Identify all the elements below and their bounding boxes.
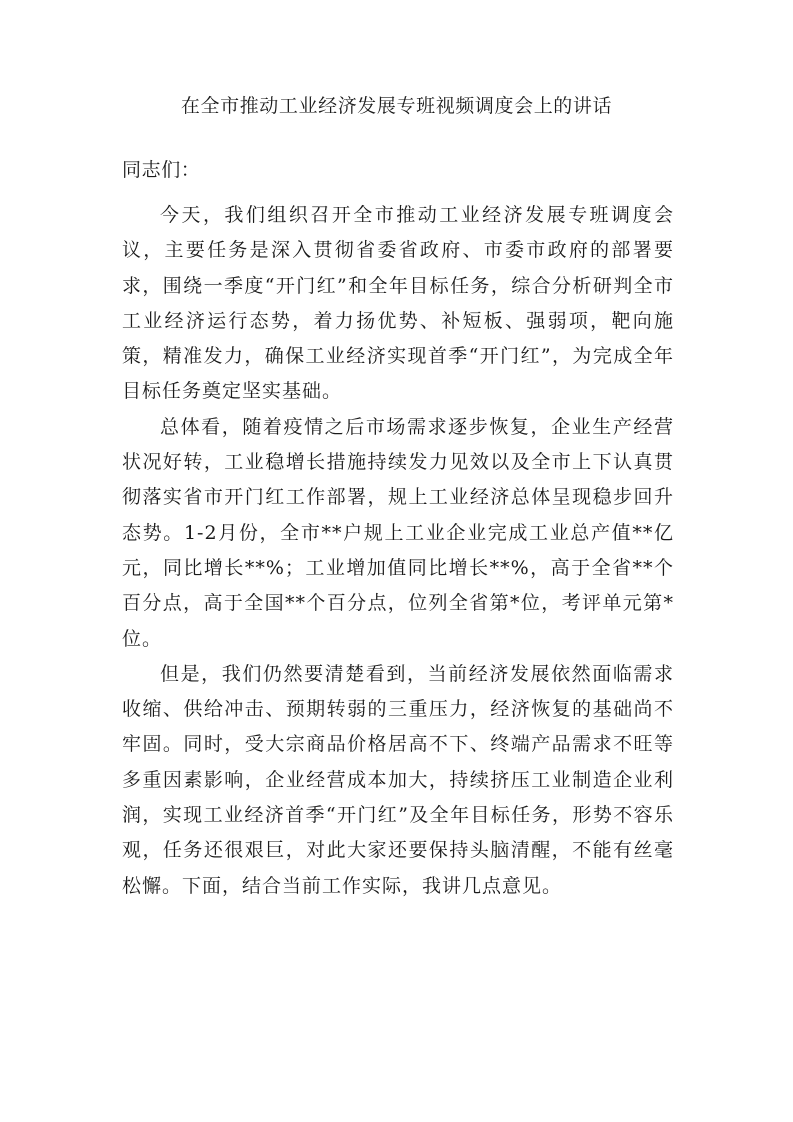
paragraph-1: 今天，我们组织召开全市推动工业经济发展专班调度会议，主要任务是深入贯彻省委省政府、市委市政府的部署要求，围绕一季度“开门红”和全年目标任务，综合分析研判全市工业经济运行态势，着力扬优势、补短板、强弱项，靶向施策，精准发力，确保工业经济实现首季“开门红”，为完成全年目标任务奠定坚实基础。 (122, 204, 674, 403)
salutation: 同志们： (122, 159, 201, 181)
paragraph-2: 总体看，随着疫情之后市场需求逐步恢复，企业生产经营状况好转，工业稳增长措施持续发力见效以及全市上下认真贯彻落实省市开门红工作部署，规上工业经济总体呈现稳步回升态势。1-2月份，全市**户规上工业企业完成工业总产值**亿元，同比增长**%；工业增加值同比增长**%，高于全省**个百分点，高于全国**个百分点，位列全省第*位，考评单元第*位。 (122, 415, 674, 650)
paragraph-3: 但是，我们仍然要清楚看到，当前经济发展依然面临需求收缩、供给冲击、预期转弱的三重压力，经济恢复的基础尚不牢固。同时，受大宗商品价格居高不下、终端产品需求不旺等多重因素影响，企业经营成本加大，持续挤压工业制造企业利润，实现工业经济首季“开门红”及全年目标任务，形势不容乐观，任务还很艰巨，对此大家还要保持头脑清醒，不能有丝毫松懈。下面，结合当前工作实际，我讲几点意见。 (122, 662, 674, 897)
document-body (122, 198, 674, 904)
document-title: 在全市推动工业经济发展专班视频调度会上的讲话 (180, 95, 613, 117)
